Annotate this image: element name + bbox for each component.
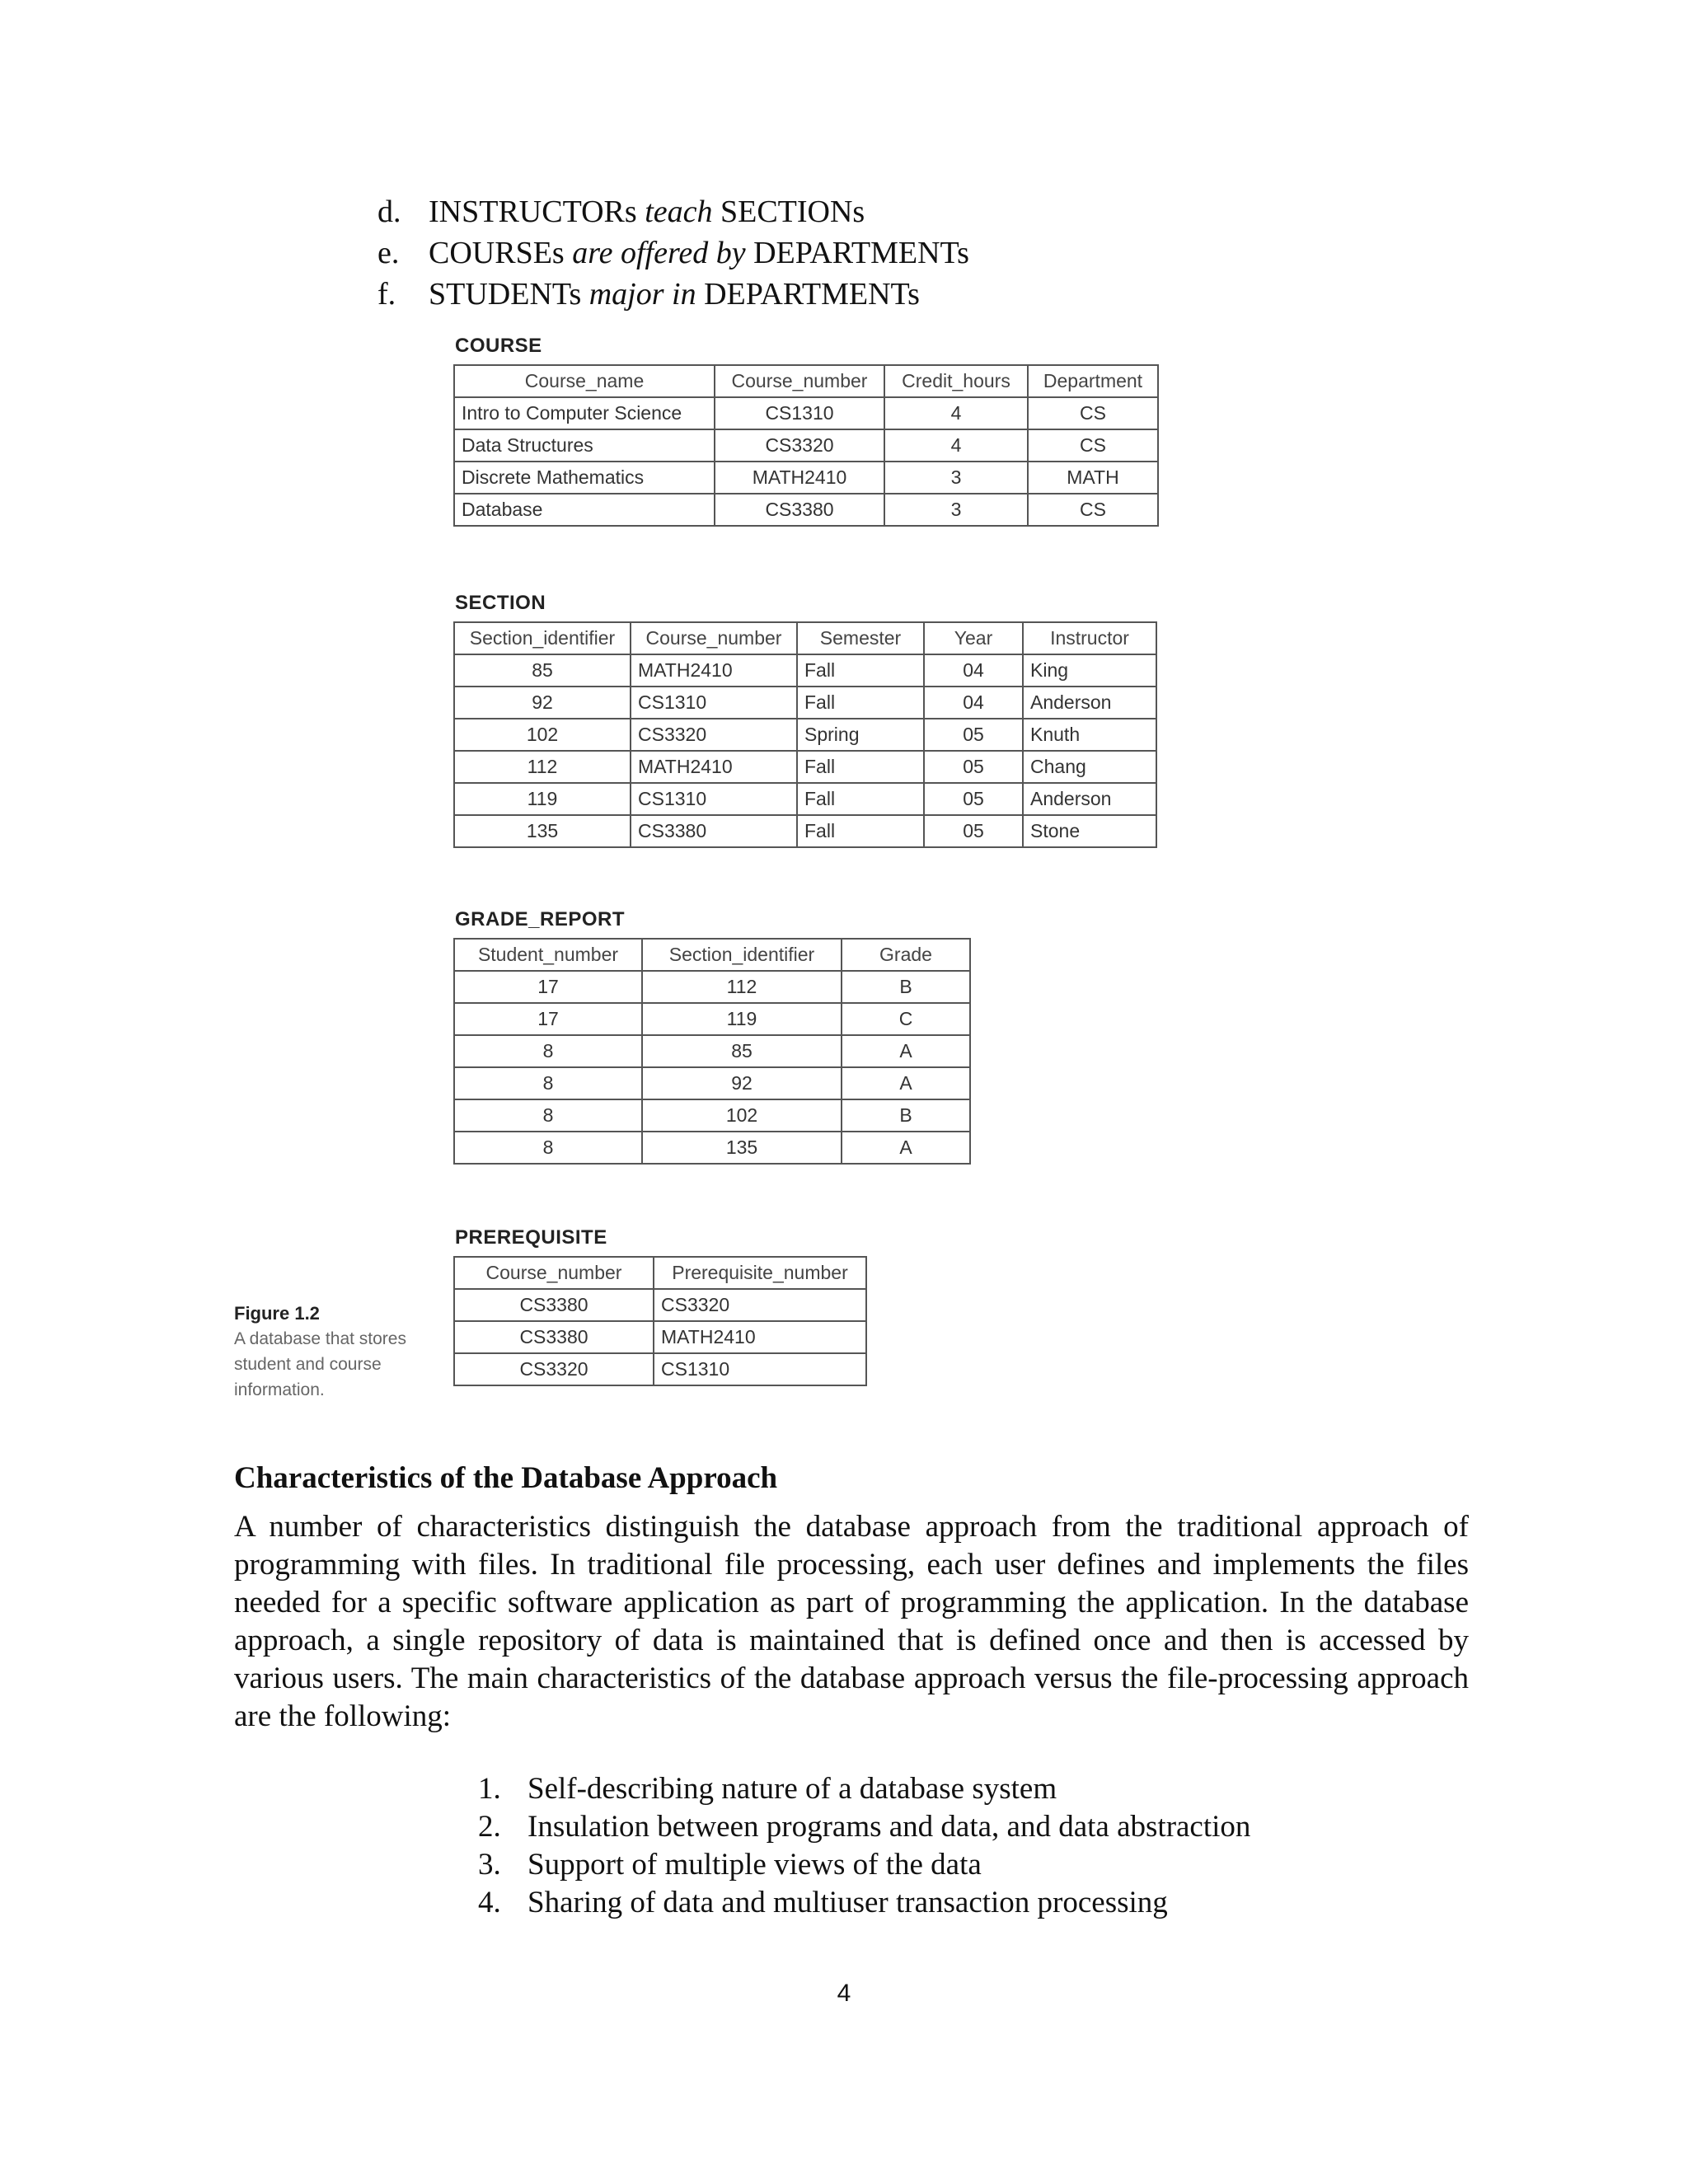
table-cell: 135 [454,815,631,847]
table-cell: Anderson [1023,783,1156,815]
table-cell: Intro to Computer Science [454,397,715,429]
table-cell: 135 [642,1132,842,1164]
table-cell: CS3380 [631,815,797,847]
column-header: Prerequisite_number [654,1257,866,1289]
table-row [454,1321,866,1353]
section-table [453,621,1157,848]
table-cell: CS3320 [715,429,884,462]
table-cell: B [842,1099,970,1132]
table-cell: Discrete Mathematics [454,462,715,494]
table-row [454,494,1158,526]
table-cell: MATH2410 [715,462,884,494]
table-cell: CS3320 [631,719,797,751]
table-cell: Data Structures [454,429,715,462]
table-row [454,815,1156,847]
table-cell: 4 [884,429,1028,462]
table-header-row [454,365,1158,397]
table-cell: Stone [1023,815,1156,847]
column-header: Year [924,622,1023,654]
table-header-row [454,939,970,971]
table-row [454,1289,866,1321]
table-cell: 112 [642,971,842,1003]
table-cell: C [842,1003,970,1035]
prerequisite-table [453,1256,867,1386]
column-header: Grade [842,939,970,971]
table-cell: A [842,1067,970,1099]
table-row [454,397,1158,429]
list-item: 1. Self-describing nature of a database system [478,1772,1057,1806]
table-cell: 04 [924,654,1023,687]
column-header: Credit_hours [884,365,1028,397]
course-table [453,364,1159,527]
table-cell: 8 [454,1099,642,1132]
table-cell: Fall [797,815,924,847]
table-cell: Fall [797,783,924,815]
table-cell: 17 [454,971,642,1003]
table-cell: King [1023,654,1156,687]
table-cell: Database [454,494,715,526]
figure-caption [234,1301,448,1403]
table-cell: 3 [884,462,1028,494]
table-row [454,462,1158,494]
list-item: 4. Sharing of data and multiuser transaction processing [478,1886,1168,1919]
table-cell: 119 [642,1003,842,1035]
table-row [454,1067,970,1099]
list-item: f. STUDENTs major in DEPARTMENTs [377,277,920,312]
list-item: 2. Insulation between programs and data, and data abstraction [478,1810,1251,1844]
table-row [454,719,1156,751]
table-cell: 04 [924,687,1023,719]
table-row [454,1132,970,1164]
grade-report-table [453,938,971,1165]
column-header: Course_name [454,365,715,397]
course-table-title: COURSE [455,335,542,357]
table-cell: CS3380 [454,1289,654,1321]
table-cell: MATH2410 [631,654,797,687]
table-cell: A [842,1035,970,1067]
table-cell: MATH2410 [631,751,797,783]
list-item: e. COURSEs are offered by DEPARTMENTs [377,236,969,270]
table-row [454,1099,970,1132]
grade-report-table-title: GRADE_REPORT [455,908,626,930]
table-cell: 8 [454,1035,642,1067]
body-paragraph: A number of characteristics distinguish the database approach from the traditional approach of programming with files. In traditional file processing, each user defines and implements the files needed for a specific software application as part of programming the application. In the database approach, a single repository of data is maintained that is defined once and then is accessed by various users. The main characteristics of the database approach versus the file-processing approach are the following: [234,1510,1469,1733]
table-row [454,971,970,1003]
table-header-row [454,1257,866,1289]
column-header: Section_identifier [454,622,631,654]
prerequisite-table-title: PREREQUISITE [455,1226,607,1249]
table-cell: CS3380 [715,494,884,526]
table-row [454,654,1156,687]
table-cell: Knuth [1023,719,1156,751]
table-cell: CS1310 [631,687,797,719]
table-cell: 85 [642,1035,842,1067]
column-header: Department [1028,365,1158,397]
table-cell: B [842,971,970,1003]
column-header: Student_number [454,939,642,971]
table-cell: 102 [642,1099,842,1132]
section-table-title: SECTION [455,592,546,614]
list-item: 3. Support of multiple views of the data [478,1848,982,1882]
table-cell: 3 [884,494,1028,526]
figure-label: Figure 1.2 [234,1303,320,1324]
table-cell: Spring [797,719,924,751]
table-cell: 05 [924,719,1023,751]
column-header: Course_number [454,1257,654,1289]
table-row [454,1035,970,1067]
column-header: Course_number [631,622,797,654]
page-number: 4 [837,1980,851,2007]
table-cell: CS1310 [631,783,797,815]
list-item: d. INSTRUCTORs teach SECTIONs [377,194,865,229]
table-cell: 92 [642,1067,842,1099]
figure-caption-text: A database that stores student and course information. [234,1329,406,1399]
table-cell: 92 [454,687,631,719]
table-cell: Fall [797,654,924,687]
table-cell: 112 [454,751,631,783]
table-row [454,1353,866,1385]
table-cell: CS3320 [654,1289,866,1321]
table-cell: 05 [924,783,1023,815]
table-cell: CS1310 [654,1353,866,1385]
column-header: Instructor [1023,622,1156,654]
table-row [454,429,1158,462]
table-cell: 05 [924,815,1023,847]
table-cell: CS3320 [454,1353,654,1385]
table-cell: 119 [454,783,631,815]
column-header: Semester [797,622,924,654]
table-cell: Fall [797,751,924,783]
table-row [454,687,1156,719]
table-cell: 8 [454,1132,642,1164]
table-cell: A [842,1132,970,1164]
table-cell: CS3380 [454,1321,654,1353]
table-cell: Fall [797,687,924,719]
table-cell: 17 [454,1003,642,1035]
table-cell: CS [1028,397,1158,429]
table-row [454,1003,970,1035]
table-cell: CS [1028,429,1158,462]
table-row [454,783,1156,815]
table-cell: 85 [454,654,631,687]
table-cell: 05 [924,751,1023,783]
table-cell: MATH2410 [654,1321,866,1353]
column-header: Course_number [715,365,884,397]
table-row [454,751,1156,783]
table-cell: 8 [454,1067,642,1099]
table-cell: Chang [1023,751,1156,783]
column-header: Section_identifier [642,939,842,971]
table-cell: Anderson [1023,687,1156,719]
table-cell: CS1310 [715,397,884,429]
section-heading: Characteristics of the Database Approach [234,1461,778,1495]
relationship-list [377,191,969,315]
characteristics-list [478,1770,1250,1922]
table-cell: 102 [454,719,631,751]
table-header-row [454,622,1156,654]
table-cell: MATH [1028,462,1158,494]
table-cell: CS [1028,494,1158,526]
table-cell: 4 [884,397,1028,429]
